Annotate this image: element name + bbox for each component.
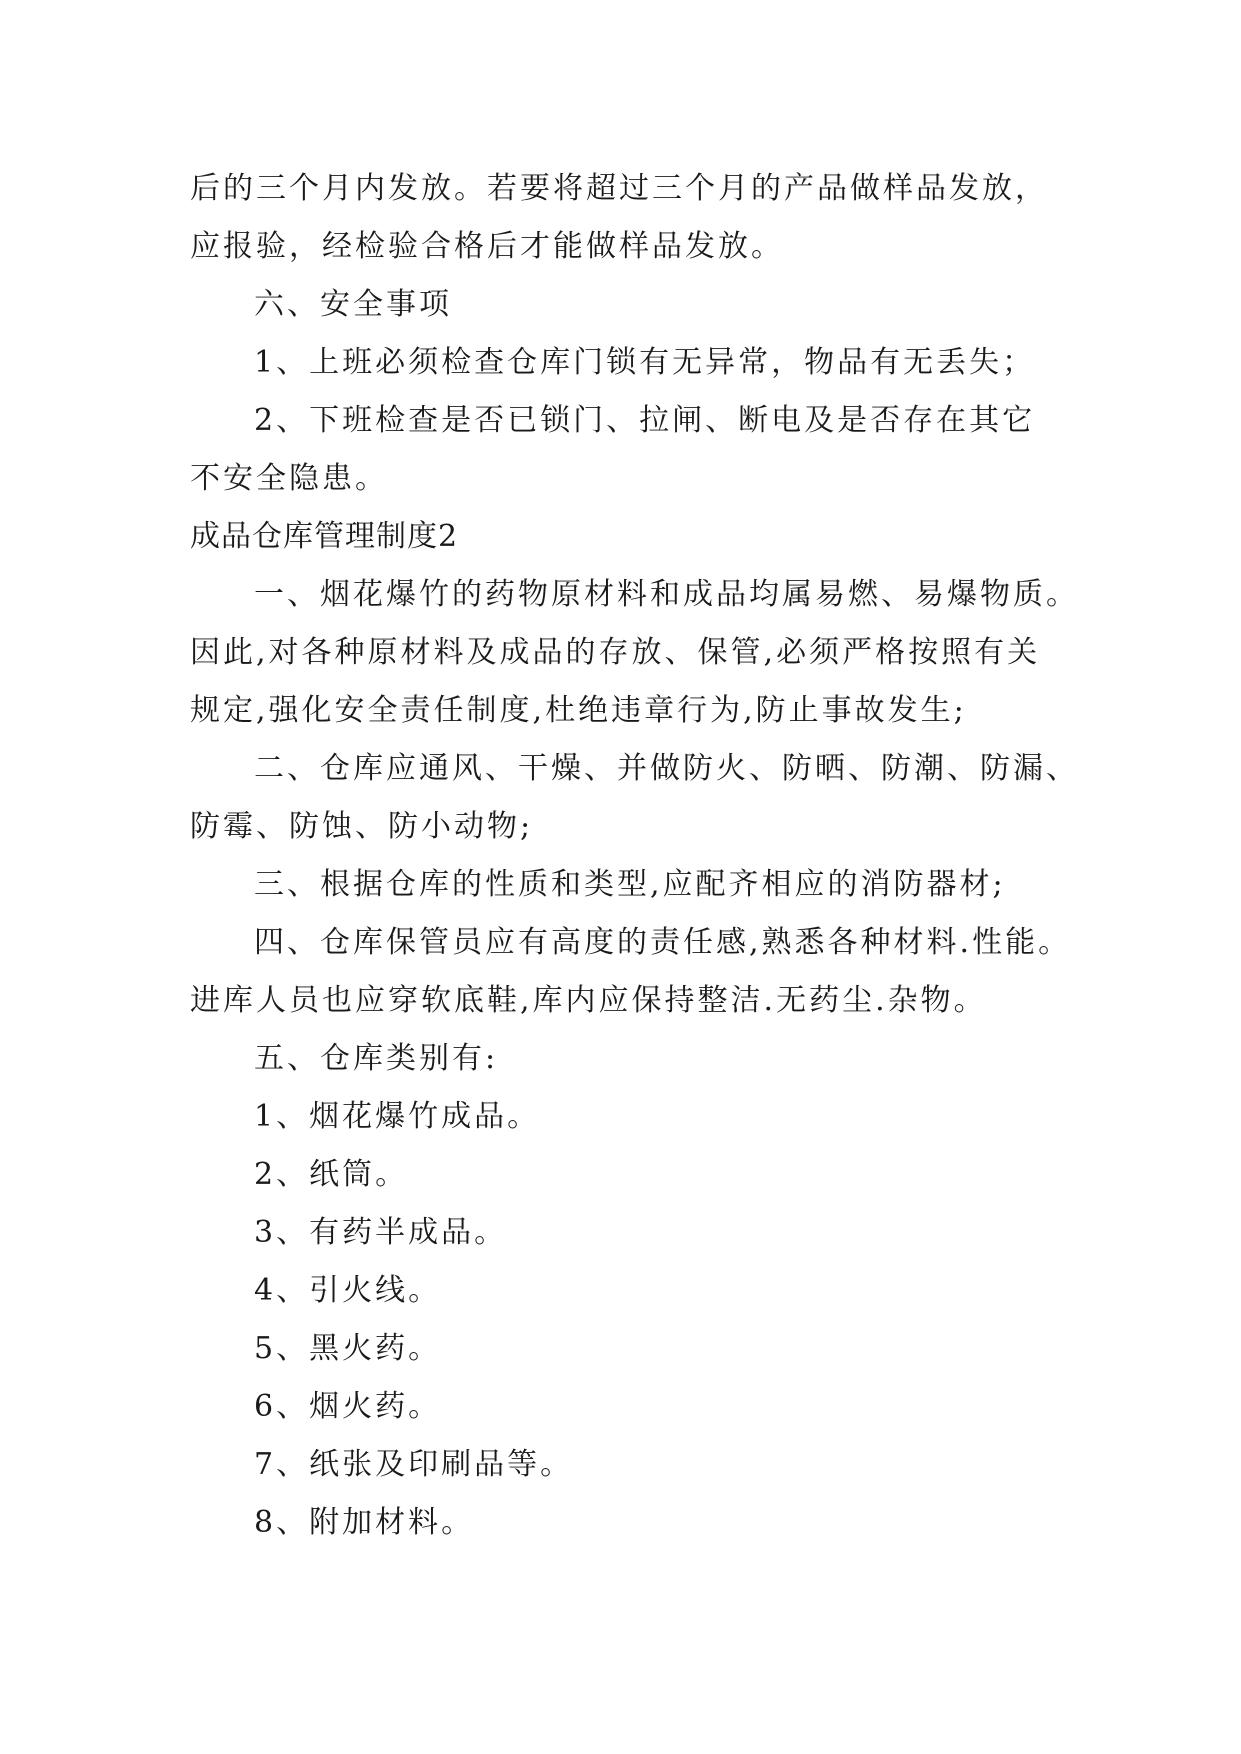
list-item: 1、烟花爆竹成品。 xyxy=(254,1099,541,1134)
paragraph-line: 防霉、防蚀、防小动物; xyxy=(190,809,534,844)
paragraph-line: 不安全隐患。 xyxy=(190,461,388,496)
list-item: 1、上班必须检查仓库门锁有无异常，物品有无丢失； xyxy=(254,345,1036,380)
list-item: 2、纸筒。 xyxy=(254,1157,409,1192)
section-heading-safety: 六、安全事项 xyxy=(254,287,452,322)
list-item: 2、下班检查是否已锁门、拉闸、断电及是否存在其它 xyxy=(254,403,1036,438)
list-item: 4、引火线。 xyxy=(254,1273,442,1308)
paragraph-line: 规定,强化安全责任制度,杜绝违章行为,防止事故发生; xyxy=(190,693,967,728)
paragraph-line: 应报验，经检验合格后才能做样品发放。 xyxy=(190,229,784,264)
list-item: 8、附加材料。 xyxy=(254,1505,475,1540)
document-title: 成品仓库管理制度2 xyxy=(190,519,459,554)
list-item: 3、有药半成品。 xyxy=(254,1215,508,1250)
paragraph-line: 因此,对各种原材料及成品的存放、保管,必须严格按照有关 xyxy=(190,635,1041,670)
list-item: 5、黑火药。 xyxy=(254,1331,442,1366)
list-item: 7、纸张及印刷品等。 xyxy=(254,1447,574,1482)
section-heading-categories: 五、仓库类别有: xyxy=(254,1041,499,1076)
paragraph-line: 二、仓库应通风、干燥、并做防火、防晒、防潮、防漏、 xyxy=(254,751,1079,786)
document-body xyxy=(190,160,1079,1552)
paragraph-line: 进库人员也应穿软底鞋,库内应保持整洁.无药尘.杂物。 xyxy=(190,983,987,1018)
paragraph-line: 后的三个月内发放。若要将超过三个月的产品做样品发放， xyxy=(190,171,1048,206)
paragraph-line: 一、烟花爆竹的药物原材料和成品均属易燃、易爆物质。 xyxy=(254,577,1079,612)
list-item: 6、烟火药。 xyxy=(254,1389,442,1424)
paragraph-line: 四、仓库保管员应有高度的责任感,熟悉各种材料.性能。 xyxy=(254,925,1072,960)
paragraph-line: 三、根据仓库的性质和类型,应配齐相应的消防器材; xyxy=(254,867,1006,902)
